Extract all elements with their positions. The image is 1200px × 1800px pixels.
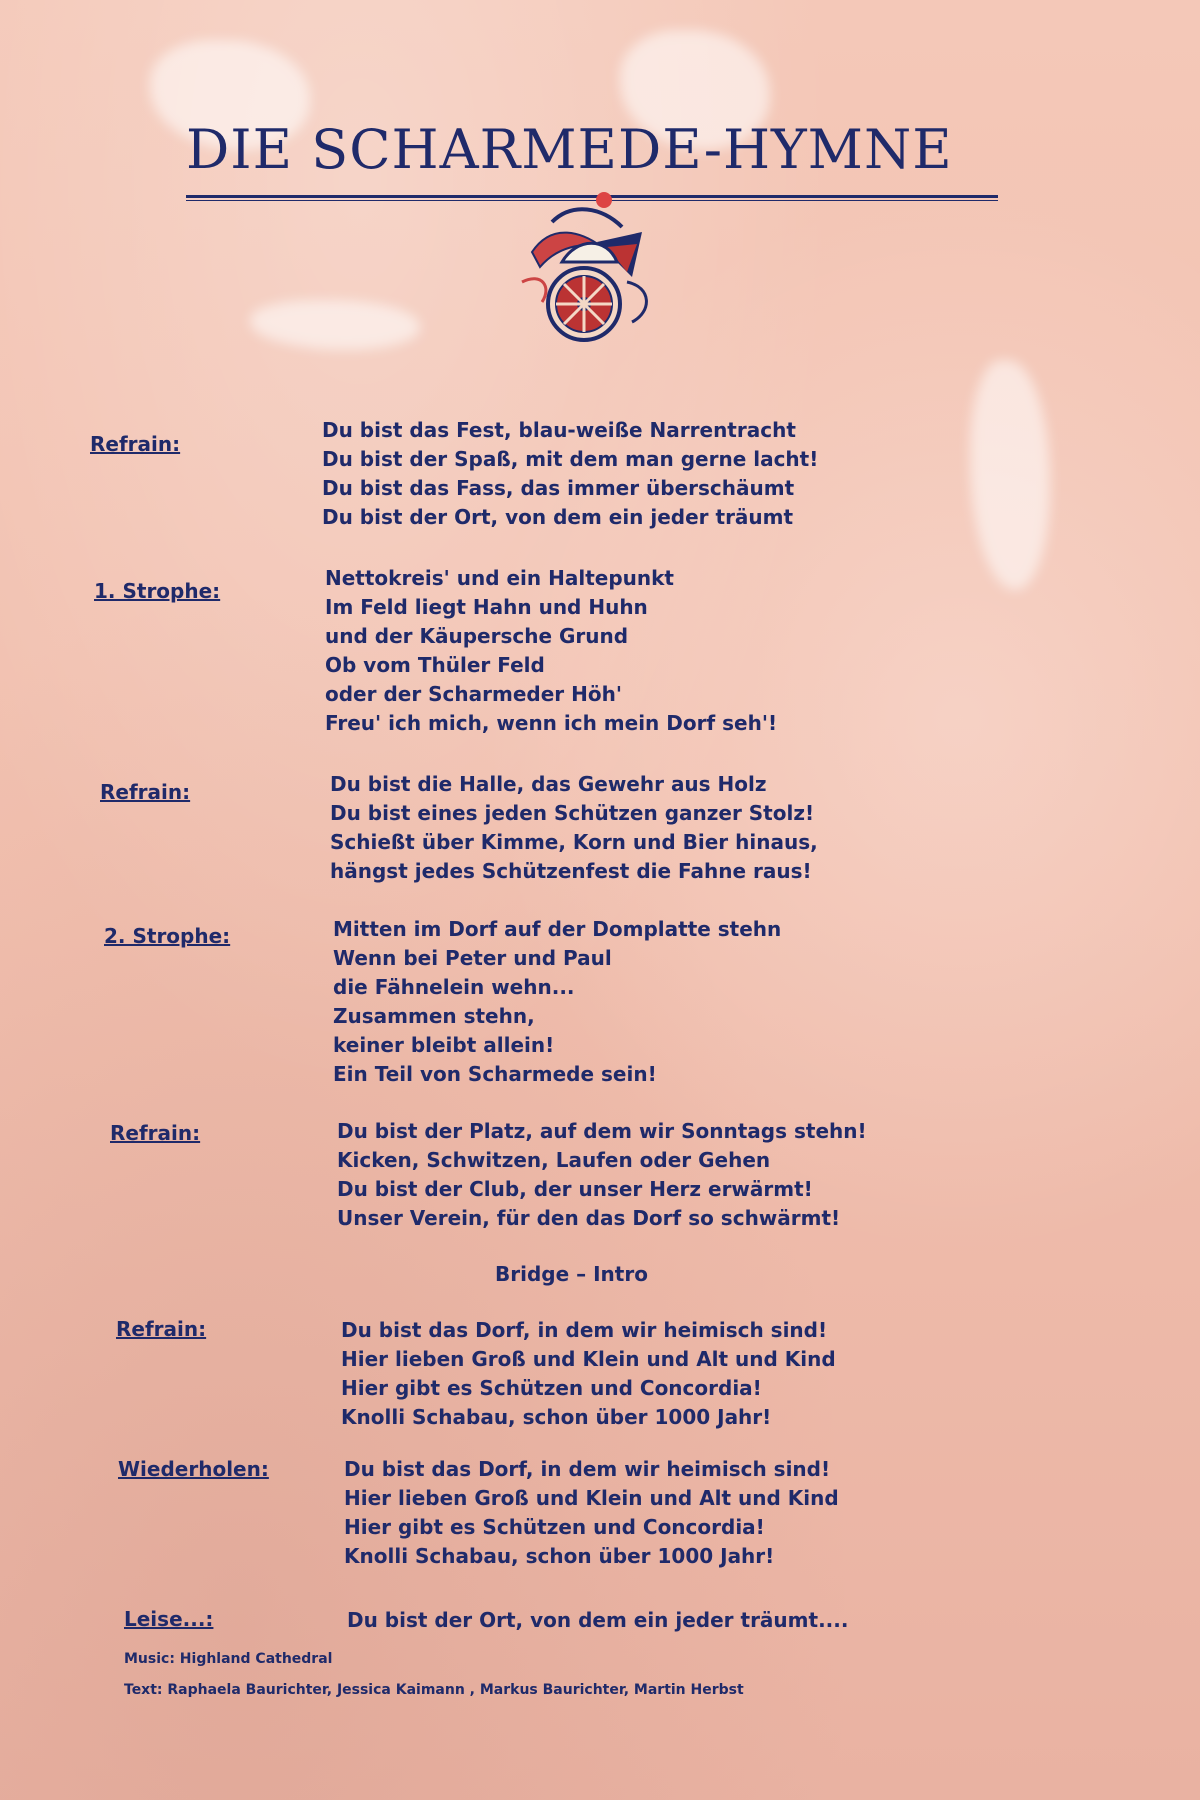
section-label-refrain: Refrain:: [116, 1317, 207, 1341]
verse-line: Im Feld liegt Hahn und Huhn: [325, 595, 648, 619]
verse-line: Mitten im Dorf auf der Domplatte stehn: [333, 917, 782, 941]
section-label-refrain: Refrain:: [90, 432, 181, 456]
verse-line: Zusammen stehn,: [333, 1004, 535, 1028]
paper-blotch: [970, 360, 1050, 590]
verse-line: die Fähnelein wehn...: [333, 975, 575, 999]
verse-line: Du bist der Club, der unser Herz erwärmt!: [337, 1177, 813, 1201]
verse-line: und der Käupersche Grund: [325, 624, 629, 648]
verse-line: Kicken, Schwitzen, Laufen oder Gehen: [337, 1148, 771, 1172]
verse-repeat: [344, 1455, 839, 1571]
verse-line: Wenn bei Peter und Paul: [333, 946, 612, 970]
verse-line: Freu' ich mich, wenn ich mein Dorf seh'!: [325, 711, 778, 735]
verse-line: Ob vom Thüler Feld: [325, 653, 545, 677]
verse-line: Knolli Schabau, schon über 1000 Jahr!: [341, 1405, 772, 1429]
verse-line: Nettokreis' und ein Haltepunkt: [325, 566, 674, 590]
verse-refrain-3: [337, 1117, 867, 1233]
verse-strophe-2: [333, 915, 781, 1089]
verse-line: Du bist der Spaß, mit dem man gerne lacht!: [322, 447, 819, 471]
verse-line: hängst jedes Schützenfest die Fahne raus!: [330, 859, 812, 883]
verse-line: Schießt über Kimme, Korn und Bier hinaus,: [330, 830, 818, 854]
section-label-strophe-1: 1. Strophe:: [94, 579, 221, 603]
verse-line: Du bist eines jeden Schützen ganzer Stolz!: [330, 801, 815, 825]
verse-line: Unser Verein, für den das Dorf so schwärmt!: [337, 1206, 841, 1230]
verse-line: Hier lieben Groß und Klein und Alt und Kind: [341, 1347, 836, 1371]
verse-line: Hier lieben Groß und Klein und Alt und Kind: [344, 1486, 839, 1510]
verse-refrain-4: [341, 1316, 836, 1432]
verse-line: Du bist die Halle, das Gewehr aus Holz: [330, 772, 767, 796]
verse-line: Hier gibt es Schützen und Concordia!: [344, 1515, 765, 1539]
verse-refrain-1: [322, 416, 818, 532]
verse-line: Du bist das Dorf, in dem wir heimisch sind!: [344, 1457, 831, 1481]
carnival-emblem-icon: [512, 192, 662, 352]
section-label-wiederholen: Wiederholen:: [118, 1457, 269, 1481]
verse-line: Du bist das Fest, blau-weiße Narrentracht: [322, 418, 796, 442]
verse-line: keiner bleibt allein!: [333, 1033, 555, 1057]
section-label-leise: Leise...:: [124, 1607, 214, 1631]
paper-blotch: [250, 300, 420, 350]
verse-line: Du bist der Ort, von dem ein jeder träumt....: [347, 1608, 849, 1632]
section-label-refrain: Refrain:: [110, 1121, 201, 1145]
section-label-strophe-2: 2. Strophe:: [104, 924, 231, 948]
verse-line: Du bist der Ort, von dem ein jeder träumt: [322, 505, 794, 529]
verse-line: Du bist das Dorf, in dem wir heimisch sind!: [341, 1318, 828, 1342]
verse-refrain-2: [330, 770, 818, 886]
verse-quiet: [347, 1606, 848, 1635]
verse-strophe-1: [325, 564, 777, 738]
page-title: DIE SCHARMEDE-HYMNE: [186, 118, 953, 181]
verse-line: Ein Teil von Scharmede sein!: [333, 1062, 657, 1086]
section-label-refrain: Refrain:: [100, 780, 191, 804]
credits-text: Text: Raphaela Baurichter, Jessica Kaimann , Markus Baurichter, Martin Herbst: [124, 1682, 744, 1698]
verse-line: Du bist der Platz, auf dem wir Sonntags stehn!: [337, 1119, 867, 1143]
verse-line: oder der Scharmeder Höh': [325, 682, 622, 706]
credits-music: Music: Highland Cathedral: [124, 1651, 333, 1667]
verse-line: Hier gibt es Schützen und Concordia!: [341, 1376, 762, 1400]
bridge-heading: Bridge – Intro: [495, 1262, 648, 1286]
verse-line: Du bist das Fass, das immer überschäumt: [322, 476, 795, 500]
verse-line: Knolli Schabau, schon über 1000 Jahr!: [344, 1544, 775, 1568]
